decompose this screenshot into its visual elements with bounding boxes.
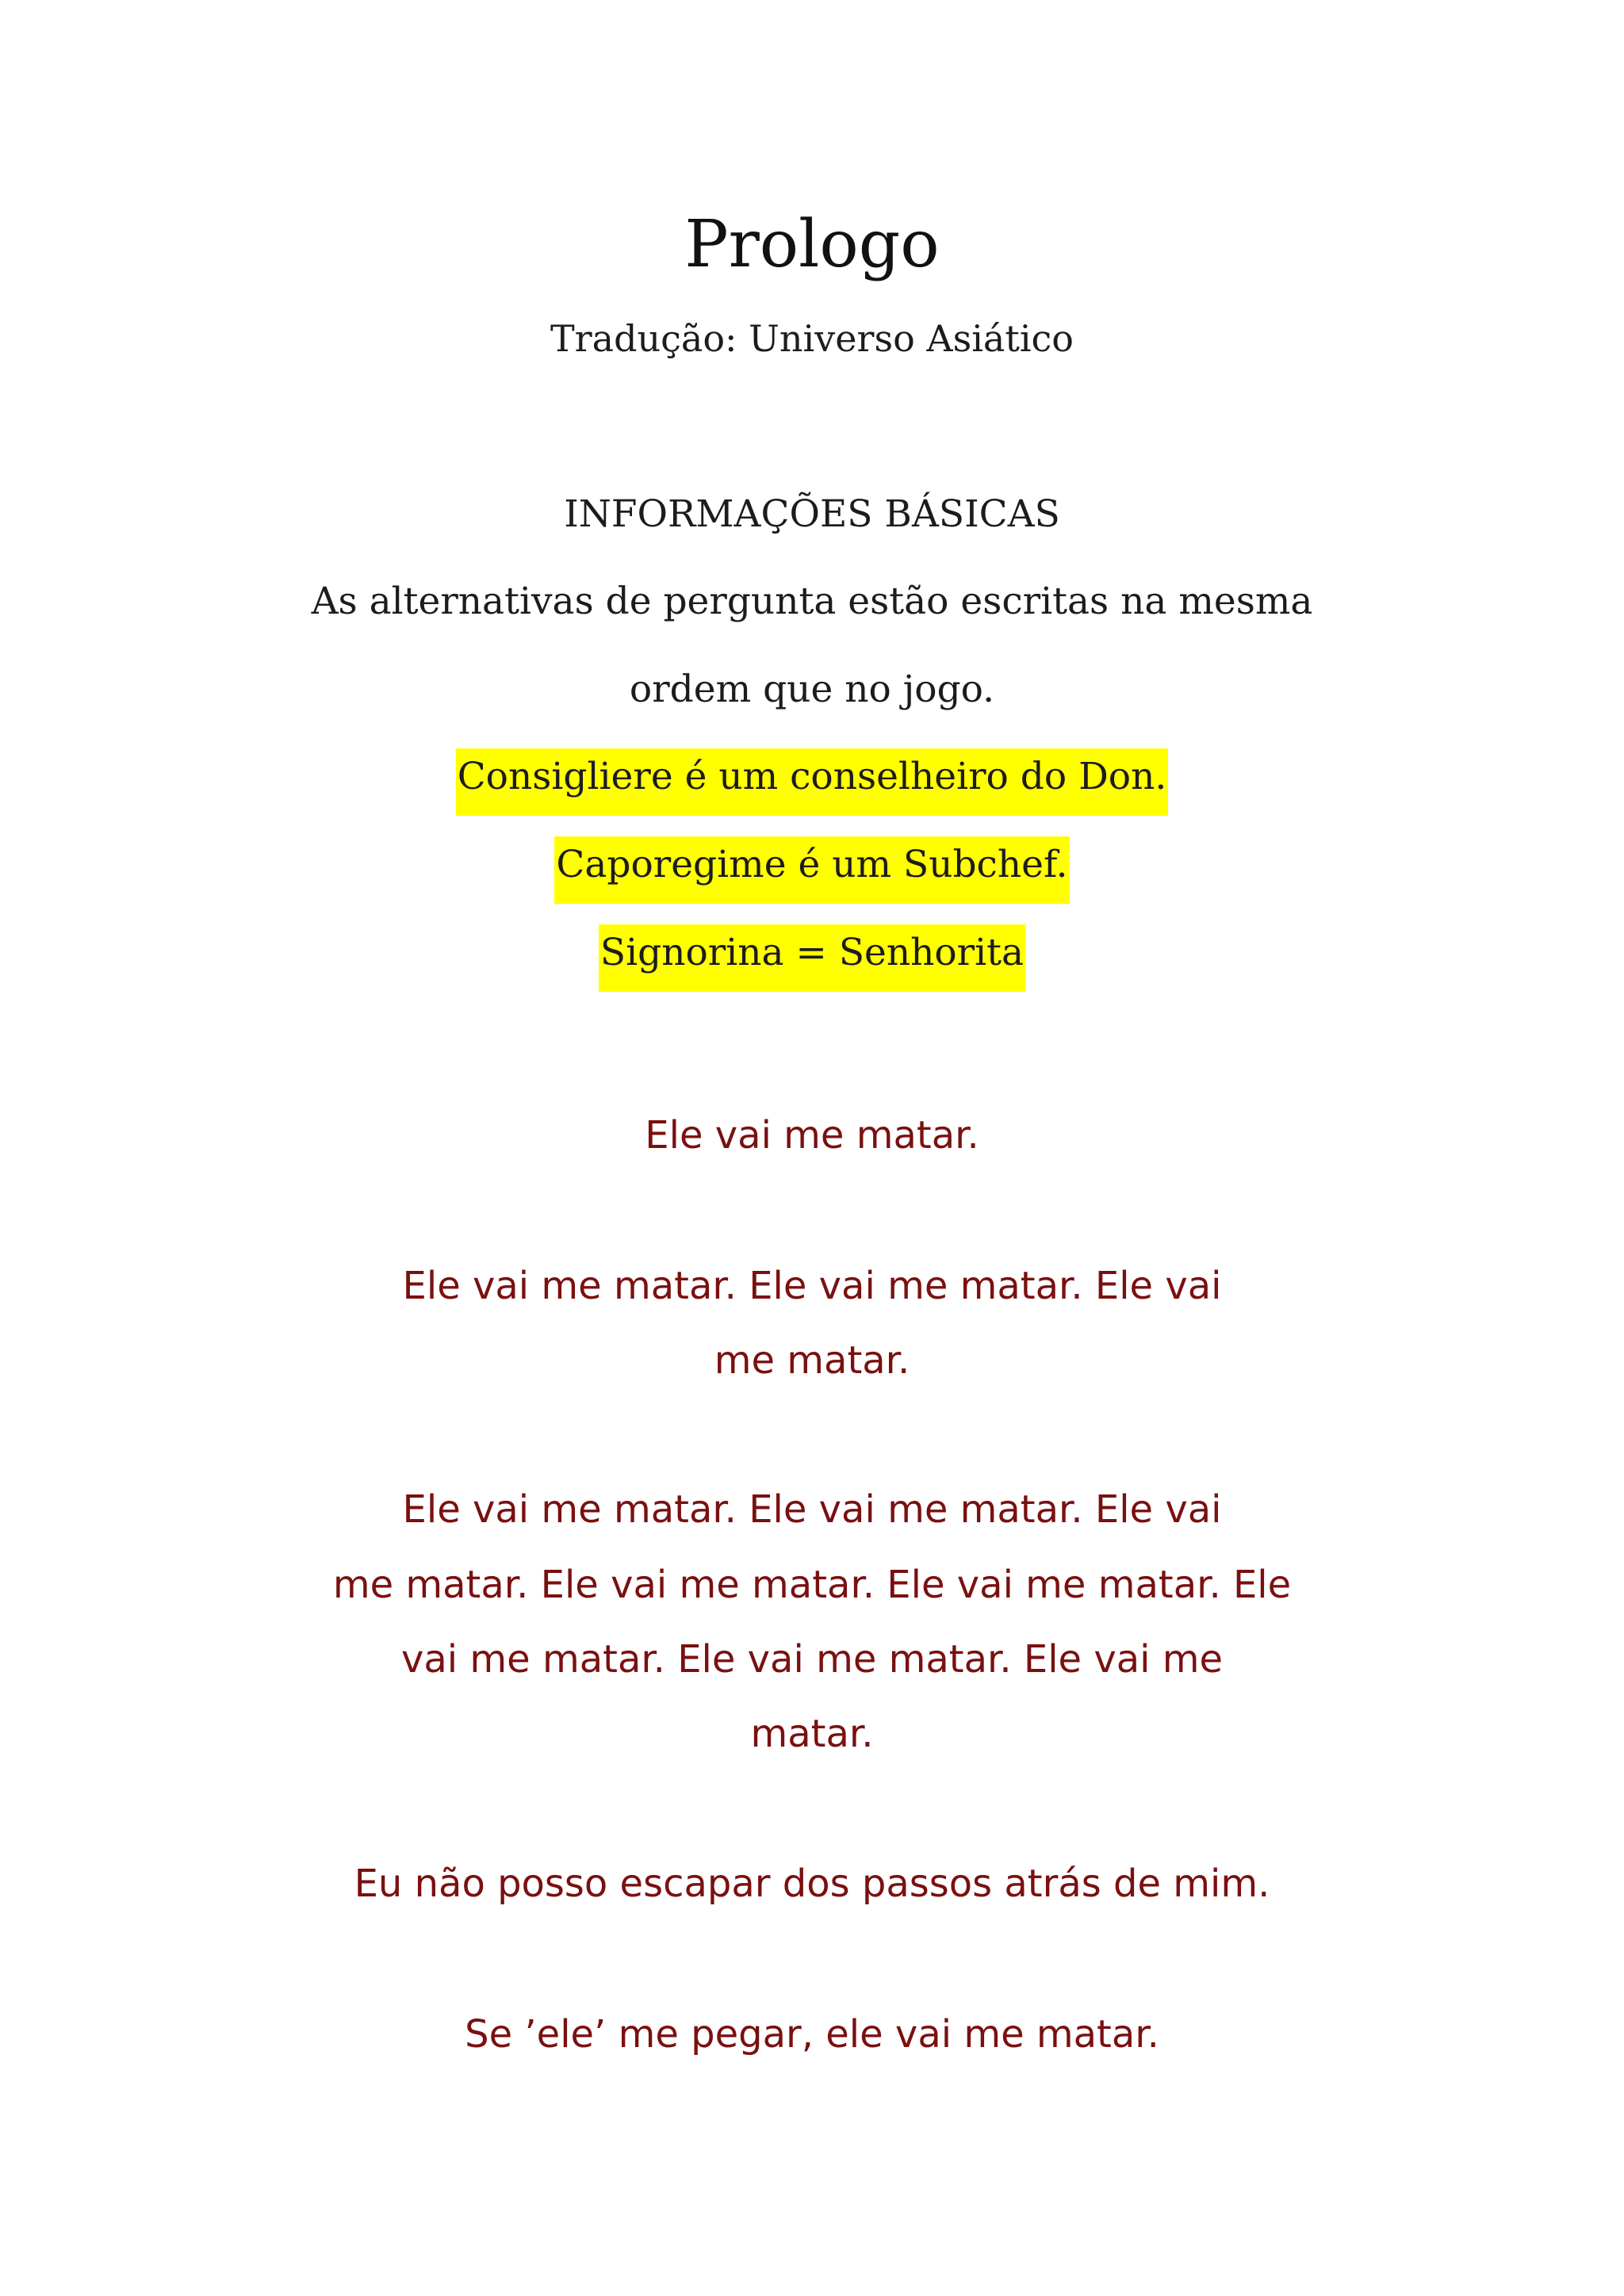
highlighted-note: Consigliere é um conselheiro do Don. <box>456 748 1169 816</box>
story-line: vai me matar. Ele vai me matar. Ele vai me <box>400 1637 1224 1682</box>
info-text-line: ordem que no jogo. <box>629 668 995 711</box>
highlight-row <box>0 836 1624 904</box>
info-heading: INFORMAÇÕES BÁSICAS <box>564 492 1060 536</box>
info-text-line: As alternativas de pergunta estão escritas na mesma <box>311 580 1313 623</box>
translation-credit: Tradução: Universo Asiático <box>550 317 1074 360</box>
story-line: matar. <box>750 1712 874 1756</box>
page-title: Prologo <box>684 207 940 282</box>
highlighted-note: Caporegime é um Subchef. <box>554 836 1069 904</box>
story-paragraph: Eu não posso escapar dos passos atrás de mim. <box>354 1862 1270 1906</box>
story-line: me matar. Ele vai me matar. Ele vai me matar. Ele <box>332 1563 1292 1607</box>
highlighted-note: Signorina = Senhorita <box>599 924 1025 992</box>
story-paragraph: Se ’ele’ me pegar, ele vai me matar. <box>465 2012 1159 2057</box>
highlight-row <box>0 748 1624 816</box>
highlight-row <box>0 924 1624 992</box>
story-line: Ele vai me matar. Ele vai me matar. Ele vai <box>402 1487 1222 1532</box>
story-line: me matar. <box>714 1338 910 1383</box>
story-line: Ele vai me matar. Ele vai me matar. Ele vai <box>402 1264 1222 1308</box>
story-paragraph: Ele vai me matar. <box>645 1113 979 1158</box>
